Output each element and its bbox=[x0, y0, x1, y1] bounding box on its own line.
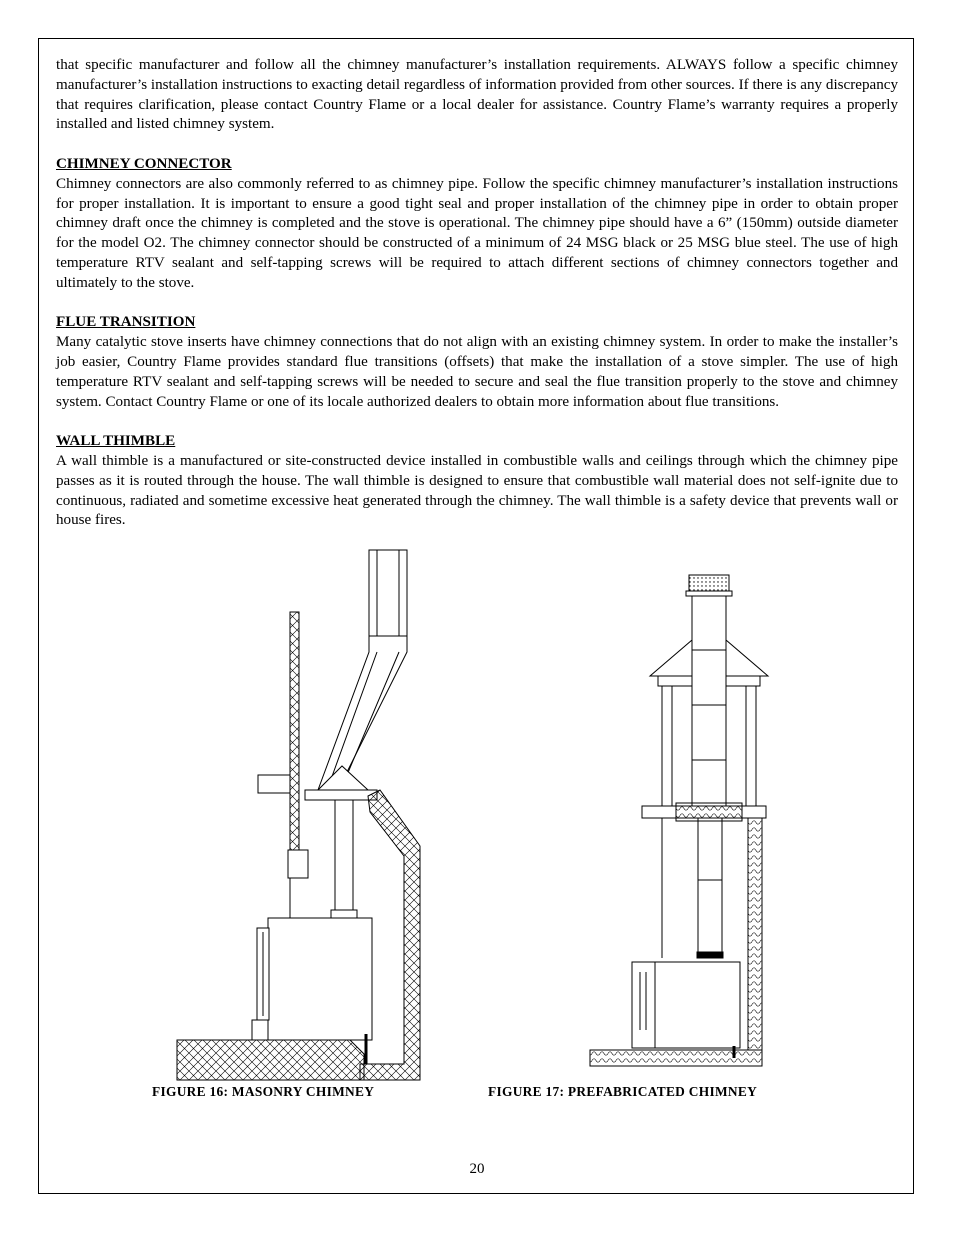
section-chimney-connector bbox=[56, 155, 898, 294]
section-flue-transition bbox=[56, 313, 898, 412]
figure-17-caption: FIGURE 17: PREFABRICATED CHIMNEY bbox=[488, 1084, 758, 1099]
section-heading: FLUE TRANSITION bbox=[56, 314, 196, 331]
figure-16-caption: FIGURE 16: MASONRY CHIMNEY bbox=[152, 1084, 375, 1099]
prefabricated-chimney-drawing bbox=[585, 570, 775, 1070]
page-number: 20 bbox=[469, 1161, 485, 1177]
intro-paragraph: that specific manufacturer and follow all the chimney manufacturer’s installation requirements. ALWAYS follow a specific chimney manufacturer’s installation instructions to exacting detail regardless of information provided from other sources. If there is any discrepancy that requires clarification, please contact Country Flame or a local dealer for assistance. Country Flame’s warranty requires a properly installed and listed chimney system. bbox=[56, 57, 898, 133]
section-body: Many catalytic stove inserts have chimney connections that do not align with an existing chimney system. In order to make the installer’s job easier, Country Flame provides standard flue transitions (offsets) that make the installation of a stove simpler. The use of high temperature RTV sealant and self-tapping screws will be needed to secure and seal the flue transition properly to the stove and chimney system. Contact Country Flame or one of its locale authorized dealers to obtain more information about flue transitions. bbox=[56, 334, 898, 410]
document-body bbox=[56, 56, 898, 531]
section-body: Chimney connectors are also commonly referred to as chimney pipe. Follow the specific chimney manufacturer’s installation instructions for proper installation. It is important to ensure a good tight seal and proper installation of the chimney pipe in order to obtain proper chimney draft once the chimney is completed and the stove is operational. The chimney pipe should have a 6” (150mm) outside diameter for the model O2. The chimney connector should be constructed of a minimum of 24 MSG black or 25 MSG blue steel. The use of high temperature RTV sealant and self-tapping screws will be required to attach different sections of chimney connectors together and ultimately to the stove. bbox=[56, 175, 898, 291]
section-wall-thimble bbox=[56, 432, 898, 531]
section-body: A wall thimble is a manufactured or site-constructed device installed in combustible walls and ceilings through which the chimney pipe passes as it is routed through the house. The wall thimble is designed to ensure that combustible wall material does not self-ignite due to continuous, radiated and sometime excessive heat generated through the chimney. The wall thimble is a safety device that prevents wall or house fires. bbox=[56, 452, 898, 529]
section-heading: CHIMNEY CONNECTOR bbox=[56, 155, 232, 172]
masonry-chimney-drawing bbox=[170, 548, 430, 1088]
section-heading: WALL THIMBLE bbox=[56, 433, 176, 450]
